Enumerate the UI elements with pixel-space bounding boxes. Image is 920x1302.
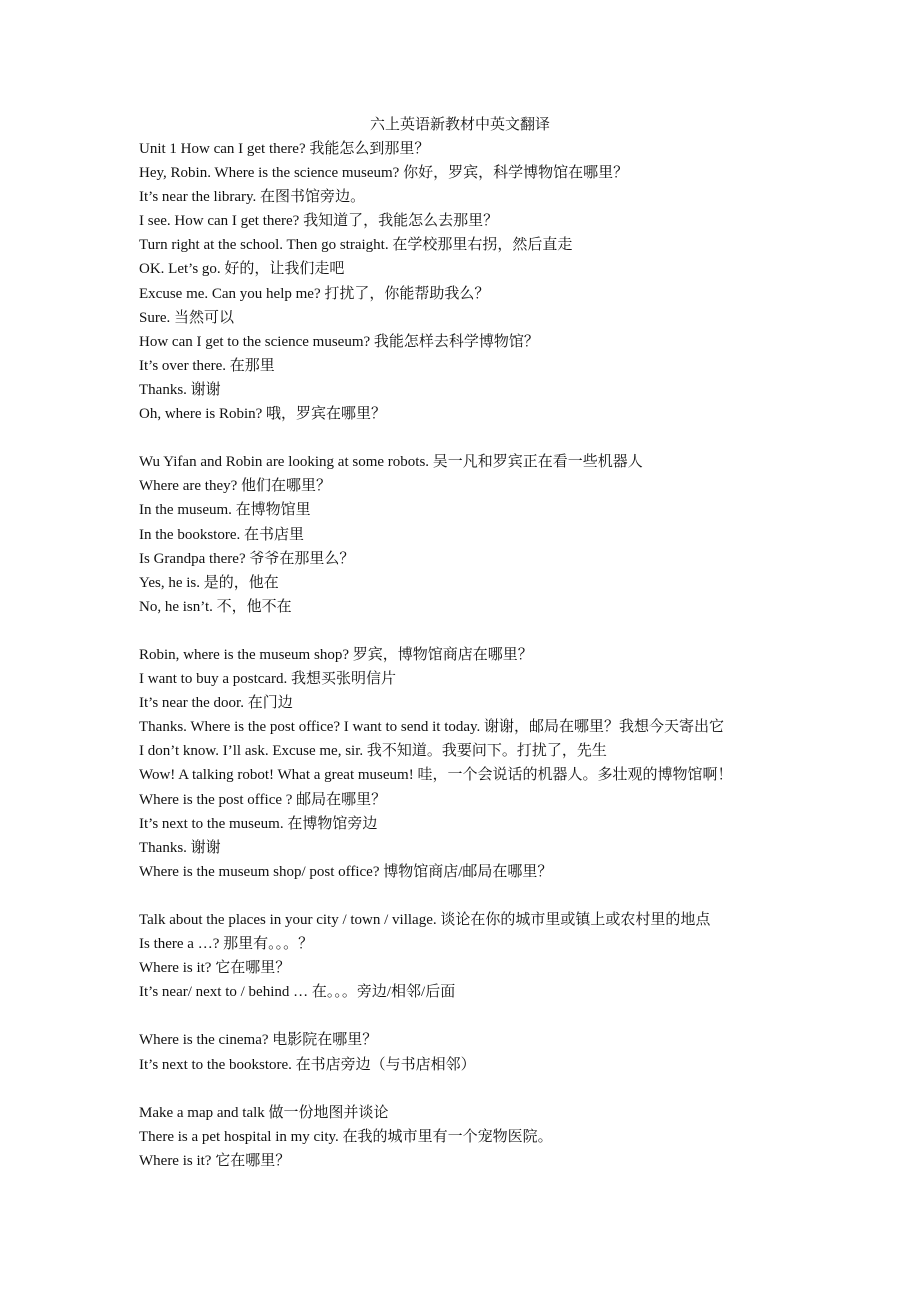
text-line: Where is it? 它在哪里？ xyxy=(139,960,291,977)
text-line: Thanks. 谢谢 xyxy=(139,839,221,856)
text-line: Sure. 当然可以 xyxy=(139,309,234,326)
text-line: Turn right at the school. Then go straight. 在学校那里右拐，然后直走 xyxy=(139,237,573,254)
text-line: Where is it? 它在哪里？ xyxy=(139,1152,291,1169)
text-line: I see. How can I get there? 我知道了，我能怎么去那里？ xyxy=(139,213,499,230)
text-line: Unit 1 How can I get there? 我能怎么到那里？ xyxy=(139,141,430,157)
text-line: It’s next to the bookstore. 在书店旁边（与书店相邻） xyxy=(139,1056,476,1073)
text-line: I want to buy a postcard. 我想买张明信片 xyxy=(139,671,397,688)
text-line: Where is the museum shop/ post office? 博物馆商店/邮局在哪里？ xyxy=(139,863,553,880)
text-line: Wow! A talking robot! What a great museum! 哇，一个会说话的机器人。多壮观的博物馆啊！ xyxy=(139,767,733,784)
text-line: Where are they? 他们在哪里？ xyxy=(139,478,332,495)
text-line: Where is the cinema? 电影院在哪里？ xyxy=(139,1032,378,1049)
text-line: Yes, he is. 是的，他在 xyxy=(139,574,279,591)
text-line: Robin, where is the museum shop? 罗宾，博物馆商店在哪里？ xyxy=(139,646,533,663)
text-line: It’s over there. 在那里 xyxy=(139,357,275,374)
text-line: How can I get to the science museum? 我能怎样去科学博物馆？ xyxy=(139,333,539,350)
text-line: Thanks. 谢谢 xyxy=(139,381,221,398)
document-body xyxy=(139,137,839,1173)
text-line: It’s near the library. 在图书馆旁边。 xyxy=(139,189,366,206)
text-line: Where is the post office ? 邮局在哪里？ xyxy=(139,791,387,808)
text-line: In the museum. 在博物馆里 xyxy=(139,502,311,519)
text-line: It’s next to the museum. 在博物馆旁边 xyxy=(139,815,378,832)
blank-line xyxy=(139,1004,839,1028)
text-line: In the bookstore. 在书店里 xyxy=(139,526,304,543)
text-line: Hey, Robin. Where is the science museum? 你好，罗宾，科学博物馆在哪里？ xyxy=(139,165,629,182)
document-title: 六上英语新教材中英文翻译 xyxy=(369,117,550,133)
blank-line xyxy=(139,619,839,643)
text-line: No, he isn’t. 不，他不在 xyxy=(139,598,292,615)
text-line: Talk about the places in your city / town / village. 谈论在你的城市里或镇上或农村里的地点 xyxy=(139,912,711,928)
text-line: OK. Let’s go. 好的，让我们走吧 xyxy=(139,261,345,278)
text-line: Oh, where is Robin? 哦，罗宾在哪里？ xyxy=(139,406,387,423)
text-line: It’s near the door. 在门边 xyxy=(139,695,293,712)
text-line: I don’t know. I’ll ask. Excuse me, sir. 我不知道。我要问下。打扰了，先生 xyxy=(139,743,607,760)
text-line: There is a pet hospital in my city. 在我的城市里有一个宠物医院。 xyxy=(139,1128,553,1145)
text-line: Wu Yifan and Robin are looking at some robots. 吴一凡和罗宾正在看一些机器人 xyxy=(139,454,643,471)
text-line: Is there a …? 那里有。。。？ xyxy=(139,936,314,953)
text-line: Thanks. Where is the post office? I want to send it today. 谢谢，邮局在哪里？我想今天寄出它 xyxy=(139,719,725,736)
text-line: Excuse me. Can you help me? 打扰了，你能帮助我么？ xyxy=(139,285,490,302)
blank-line xyxy=(139,426,839,450)
text-line: Is Grandpa there? 爷爷在那里么？ xyxy=(139,550,355,567)
text-line: It’s near/ next to / behind … 在。。。旁边/相邻/后面 xyxy=(139,984,456,1001)
blank-line xyxy=(139,884,839,908)
text-line: Make a map and talk 做一份地图并谈论 xyxy=(139,1104,389,1121)
blank-line xyxy=(139,1077,839,1101)
